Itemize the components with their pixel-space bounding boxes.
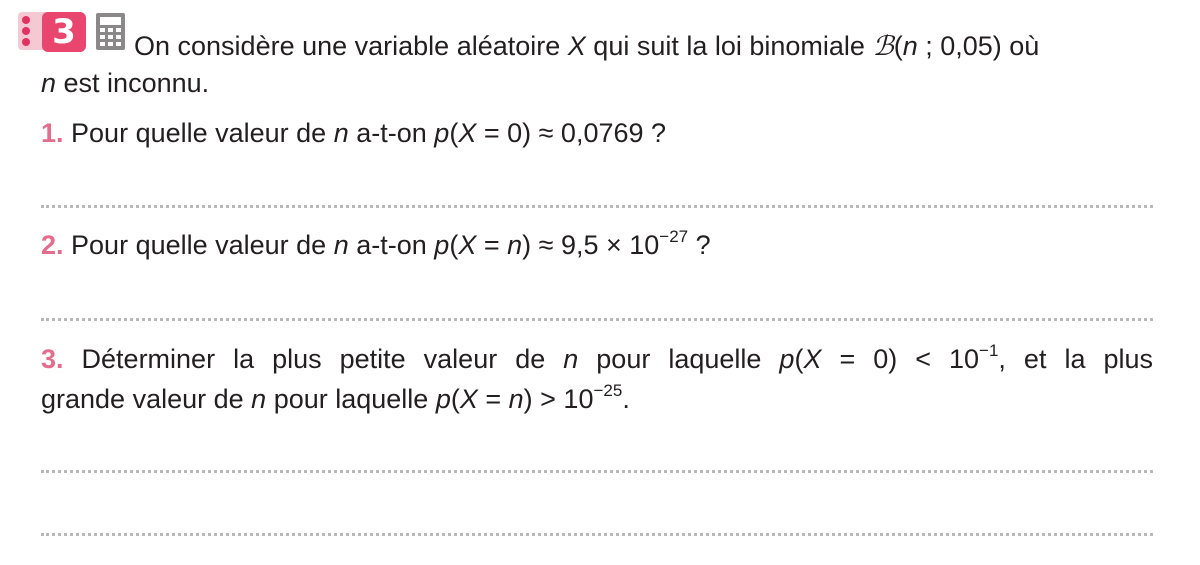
exercise-number: 3	[42, 12, 86, 52]
exercise-badge	[18, 12, 90, 54]
answer-line-3[interactable]	[41, 470, 1153, 473]
answer-line-4[interactable]	[41, 533, 1153, 536]
difficulty-dots-icon	[22, 16, 36, 46]
intro-line-2: n est inconnu.	[41, 68, 210, 98]
question-2-number: 2.	[41, 230, 64, 260]
question-1-number: 1.	[41, 118, 64, 148]
answer-line-1[interactable]	[41, 205, 1153, 208]
question-1: 1. Pour quelle valeur de n a-t-on p(X = 0) ≈ 0,0769 ?	[41, 118, 667, 148]
answer-line-2[interactable]	[41, 318, 1153, 321]
question-3-line-2: grande valeur de n pour laquelle $p(X = n) > 10^{-25}$.	[41, 381, 630, 414]
question-3-line-1: 3. Déterminer la plus petite valeur de n pour laquelle $p(X = 0) < 10^{-1}$, et la plus	[41, 341, 1153, 374]
calculator-icon	[96, 13, 125, 50]
question-3-number: 3.	[41, 344, 64, 374]
intro-line-1: On considère une variable aléatoire X qui suit la loi binomiale ℬ(n ; 0,05) où	[134, 31, 1040, 62]
question-2: 2. Pour quelle valeur de n a-t-on $p(X = n) \approx 9,5 \times 10^{-27}$ ?	[41, 227, 711, 260]
